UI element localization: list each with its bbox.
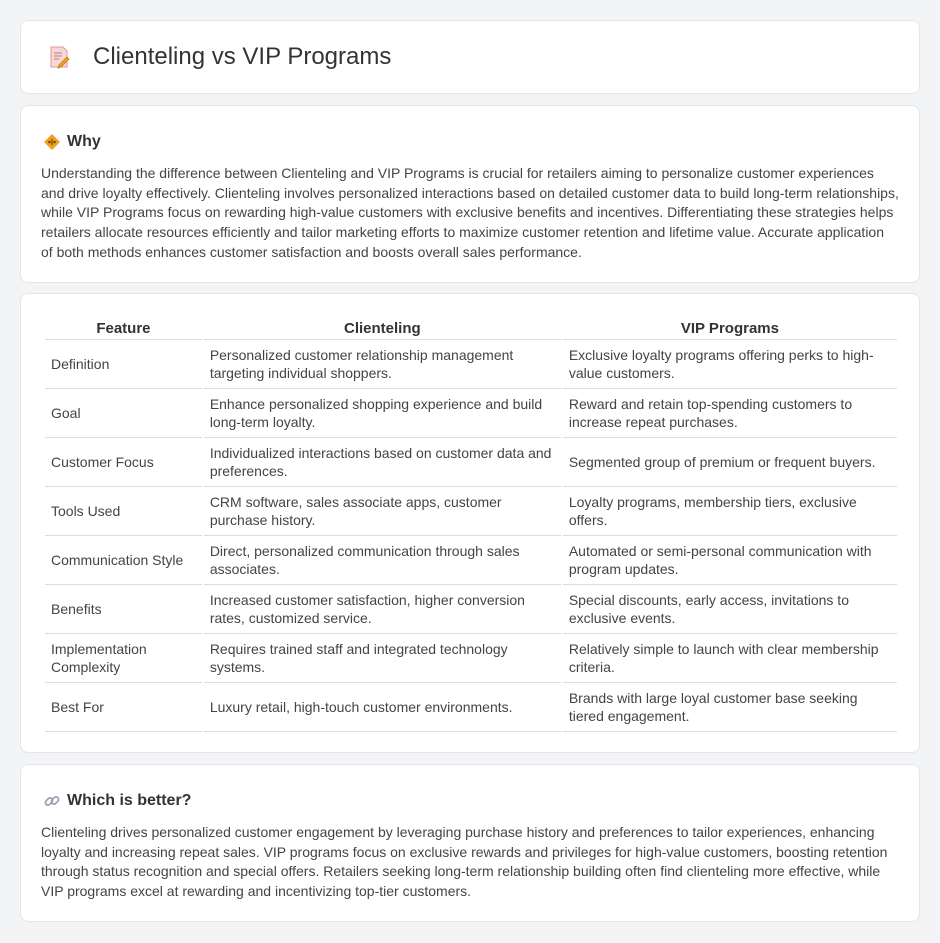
comparison-table [43, 316, 899, 732]
memo-pencil-icon [47, 45, 71, 69]
feature-cell: Tools Used [45, 487, 202, 536]
why-text: Understanding the difference between Clienteling and VIP Programs is crucial for retailers aiming to personalize customer experiences and drive loyalty effectively. Clienteling involves personalized interactions based on detailed customer data to build long-term relationships, while VIP Programs focus on rewarding high-value customers with exclusive benefits and incentives. Differentiating these strategies helps retailers allocate resources efficiently and tailor marketing efforts to maximize customer retention and lifetime value. Accurate application of both methods enhances customer satisfaction and boosts overall sales performance. [41, 165, 899, 260]
which-is-better-section [20, 764, 920, 922]
vip-cell: Exclusive loyalty programs offering perks to high-value customers. [563, 340, 897, 389]
why-section [20, 105, 920, 283]
clienteling-cell: Luxury retail, high-touch customer environments. [204, 683, 561, 732]
table-row [45, 536, 897, 585]
table-row [45, 389, 897, 438]
feature-cell: Communication Style [45, 536, 202, 585]
vip-cell: Special discounts, early access, invitations to exclusive events. [563, 585, 897, 634]
feature-cell: Customer Focus [45, 438, 202, 487]
why-heading: Why [67, 133, 101, 150]
vip-cell: Loyalty programs, membership tiers, exclusive offers. [563, 487, 897, 536]
which-is-better-heading: Which is better? [67, 792, 192, 809]
clienteling-cell: Direct, personalized communication through sales associates. [204, 536, 561, 585]
header-clienteling: Clienteling [204, 316, 561, 340]
vip-cell: Brands with large loyal customer base seeking tiered engagement. [563, 683, 897, 732]
clienteling-cell: Increased customer satisfaction, higher conversion rates, customized service. [204, 585, 561, 634]
table-row [45, 340, 897, 389]
feature-cell: Definition [45, 340, 202, 389]
clienteling-cell: Personalized customer relationship management targeting individual shoppers. [204, 340, 561, 389]
vip-cell: Segmented group of premium or frequent buyers. [563, 438, 897, 487]
table-row [45, 585, 897, 634]
which-is-better-text: Clienteling drives personalized customer engagement by leveraging purchase history and preferences to tailor experiences, enhancing loyalty and increasing repeat sales. VIP programs focus on exclusive rewards and privileges for high-value customers, boosting retention through status recognition and special offers. Retailers seeking long-term relationship building often find clienteling more effective, while VIP programs excel at rewarding and incentivizing top-tier customers. [41, 824, 888, 900]
clienteling-cell: CRM software, sales associate apps, customer purchase history. [204, 487, 561, 536]
vip-cell: Reward and retain top-spending customers to increase repeat purchases. [563, 389, 897, 438]
clienteling-cell: Individualized interactions based on customer data and preferences. [204, 438, 561, 487]
feature-cell: Implementation Complexity [45, 634, 202, 683]
comparison-table-card [20, 293, 920, 753]
vip-cell: Relatively simple to launch with clear membership criteria. [563, 634, 897, 683]
header-vip-programs: VIP Programs [563, 316, 897, 340]
title-card [20, 20, 920, 94]
table-row [45, 487, 897, 536]
link-icon [43, 792, 61, 810]
page-title: Clienteling vs VIP Programs [93, 43, 392, 70]
table-row [45, 683, 897, 732]
clienteling-cell: Requires trained staff and integrated technology systems. [204, 634, 561, 683]
feature-cell: Benefits [45, 585, 202, 634]
feature-cell: Best For [45, 683, 202, 732]
diamond-signal-icon [43, 133, 61, 151]
clienteling-cell: Enhance personalized shopping experience and build long-term loyalty. [204, 389, 561, 438]
vip-cell: Automated or semi-personal communication with program updates. [563, 536, 897, 585]
table-row [45, 634, 897, 683]
feature-cell: Goal [45, 389, 202, 438]
header-feature: Feature [45, 316, 202, 340]
table-header-row [45, 316, 897, 340]
table-row [45, 438, 897, 487]
